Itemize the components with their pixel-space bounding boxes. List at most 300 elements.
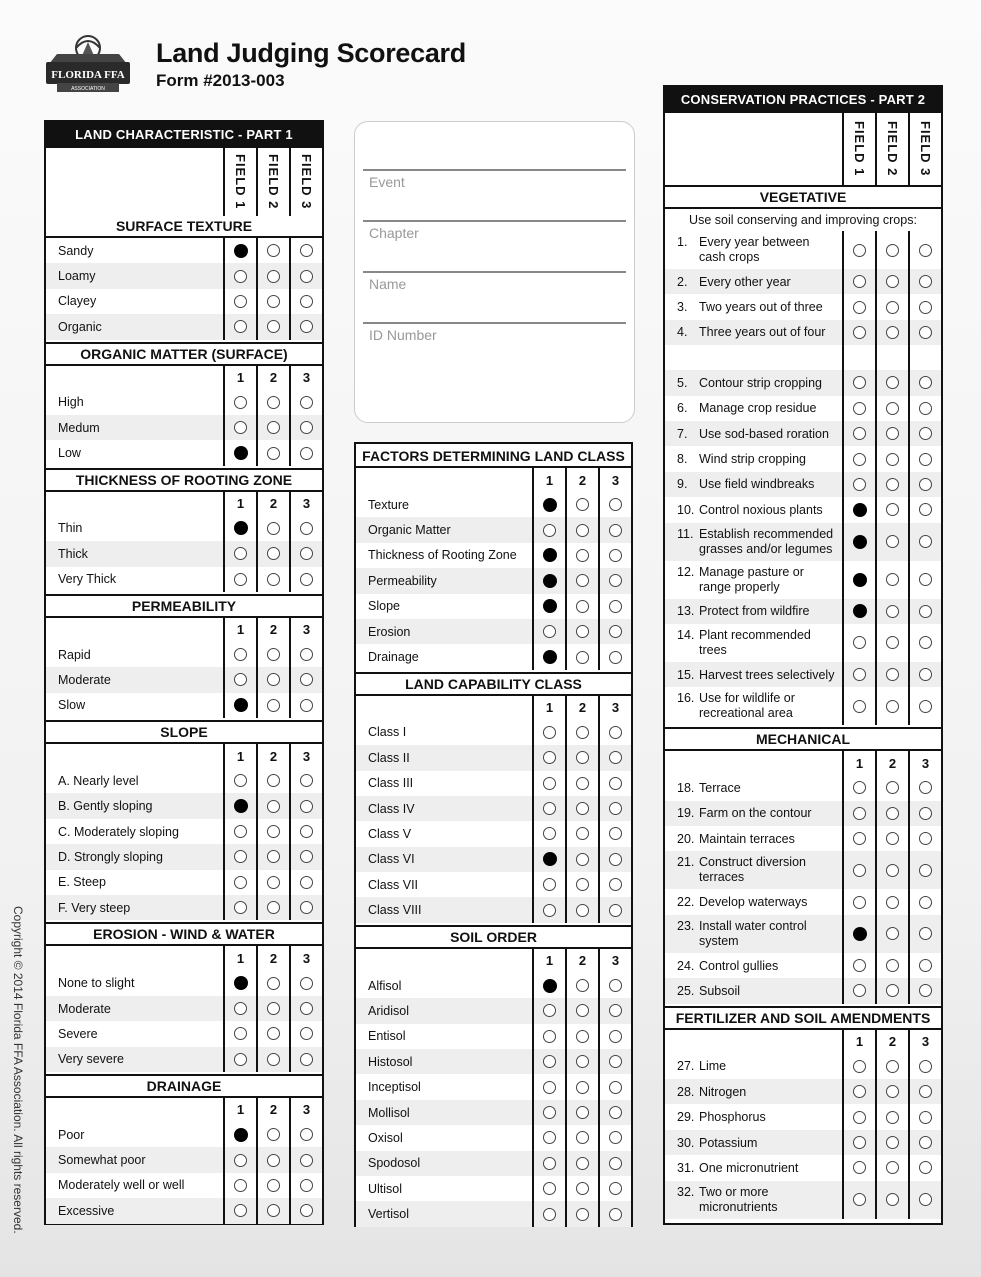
answer-bubble-field-3[interactable] [300, 1179, 313, 1192]
answer-bubble-field-1[interactable] [234, 825, 247, 838]
answer-bubble-field-1[interactable] [543, 751, 556, 764]
answer-bubble-field-1[interactable] [543, 498, 557, 512]
answer-bubble-field-2[interactable] [267, 876, 280, 889]
answer-cell [256, 1173, 289, 1198]
answer-bubble-field-2[interactable] [576, 1030, 589, 1043]
answer-bubble-field-3[interactable] [919, 927, 932, 940]
answer-bubble-field-1[interactable] [853, 275, 866, 288]
answer-bubble-field-1[interactable] [853, 864, 866, 877]
answer-bubble-field-3[interactable] [300, 270, 313, 283]
answer-bubble-field-1[interactable] [543, 1182, 556, 1195]
answer-bubble-field-1[interactable] [234, 295, 247, 308]
answer-bubble-field-3[interactable] [300, 901, 313, 914]
answer-bubble-field-1[interactable] [853, 503, 867, 517]
answer-bubble-field-2[interactable] [267, 320, 280, 333]
practice-label [665, 452, 842, 466]
answer-bubble-field-1[interactable] [234, 1053, 247, 1066]
answer-bubble-field-2[interactable] [267, 573, 280, 586]
answer-cell [256, 415, 289, 440]
answer-bubble-field-1[interactable] [543, 802, 556, 815]
section-title-land-capability-class: LAND CAPABILITY CLASS [356, 672, 631, 696]
answer-bubble-field-3[interactable] [609, 1030, 622, 1043]
answer-bubble-field-3[interactable] [919, 244, 932, 257]
answer-bubble-field-1[interactable] [543, 979, 557, 993]
answer-bubble-field-2[interactable] [267, 1204, 280, 1217]
answer-bubble-field-3[interactable] [609, 1004, 622, 1017]
answer-bubble-field-2[interactable] [267, 850, 280, 863]
answer-bubble-field-3[interactable] [300, 421, 313, 434]
answer-bubble-field-2[interactable] [886, 453, 899, 466]
option-row-thickness-of-rooting-zone [356, 543, 631, 568]
p2-field-2-label: FIELD 2 [885, 121, 900, 177]
answer-bubble-field-3[interactable] [609, 625, 622, 638]
answer-bubble-field-3[interactable] [609, 1055, 622, 1068]
answer-bubble-field-1[interactable] [234, 850, 247, 863]
answer-bubble-field-1[interactable] [543, 904, 556, 917]
answer-bubble-field-2[interactable] [267, 421, 280, 434]
answer-bubble-field-2[interactable] [576, 751, 589, 764]
answer-bubble-field-1[interactable] [543, 726, 556, 739]
id-number-field[interactable]: ID Number [369, 327, 437, 343]
answer-bubble-field-2[interactable] [267, 547, 280, 560]
answer-bubble-field-2[interactable] [886, 605, 899, 618]
answer-bubble-field-3[interactable] [919, 427, 932, 440]
answer-bubble-field-3[interactable] [609, 1157, 622, 1170]
answer-bubble-field-3[interactable] [300, 774, 313, 787]
answer-bubble-field-1[interactable] [543, 1106, 556, 1119]
answer-bubble-field-3[interactable] [609, 878, 622, 891]
answer-bubble-field-1[interactable] [853, 636, 866, 649]
option-label: A. Nearly level [58, 773, 139, 788]
answer-bubble-field-1[interactable] [543, 1208, 556, 1221]
answer-bubble-field-1[interactable] [543, 777, 556, 790]
section-title-surface-texture: SURFACE TEXTURE [46, 216, 322, 238]
answer-bubble-field-1[interactable] [543, 650, 557, 664]
answer-bubble-field-3[interactable] [300, 876, 313, 889]
answer-bubble-field-3[interactable] [300, 850, 313, 863]
answer-bubble-field-1[interactable] [543, 1157, 556, 1170]
answer-bubble-field-1[interactable] [234, 774, 247, 787]
answer-bubble-field-3[interactable] [919, 984, 932, 997]
answer-bubble-field-2[interactable] [886, 275, 899, 288]
answer-bubble-field-3[interactable] [919, 275, 932, 288]
answer-bubble-field-1[interactable] [853, 984, 866, 997]
answer-bubble-field-3[interactable] [919, 1193, 932, 1206]
answer-cell [565, 745, 598, 770]
answer-bubble-field-1[interactable] [853, 896, 866, 909]
answer-bubble-field-3[interactable] [919, 301, 932, 314]
answer-bubble-field-3[interactable] [919, 1111, 932, 1124]
answer-bubble-field-3[interactable] [919, 376, 932, 389]
practice-row-subsoil [665, 978, 941, 1003]
answer-bubble-field-1[interactable] [853, 927, 867, 941]
answer-bubble-field-3[interactable] [609, 1208, 622, 1221]
answer-bubble-field-1[interactable] [853, 535, 867, 549]
answer-bubble-field-1[interactable] [234, 547, 247, 560]
answer-bubble-field-1[interactable] [234, 244, 248, 258]
answer-bubble-field-2[interactable] [886, 478, 899, 491]
answer-bubble-field-2[interactable] [576, 726, 589, 739]
answer-bubble-field-1[interactable] [234, 1179, 247, 1192]
answer-bubble-field-3[interactable] [609, 726, 622, 739]
answer-cell [842, 294, 875, 319]
answer-bubble-field-1[interactable] [853, 1193, 866, 1206]
answer-bubble-field-3[interactable] [609, 1106, 622, 1119]
answer-bubble-field-3[interactable] [609, 600, 622, 613]
answer-cell [289, 895, 322, 920]
answer-bubble-field-2[interactable] [576, 524, 589, 537]
answer-bubble-field-3[interactable] [919, 1136, 932, 1149]
answer-bubble-field-1[interactable] [234, 573, 247, 586]
answer-bubble-field-1[interactable] [853, 959, 866, 972]
answer-bubble-field-3[interactable] [300, 977, 313, 990]
answer-cell [289, 415, 322, 440]
answer-bubble-field-1[interactable] [853, 301, 866, 314]
answer-bubble-field-2[interactable] [886, 427, 899, 440]
answer-bubble-field-1[interactable] [234, 521, 248, 535]
conservation-practices-panel [663, 85, 943, 1225]
answer-bubble-field-2[interactable] [886, 1111, 899, 1124]
answer-cell [256, 768, 289, 793]
answer-bubble-field-2[interactable] [886, 636, 899, 649]
answer-bubble-field-2[interactable] [267, 270, 280, 283]
answer-bubble-field-3[interactable] [919, 605, 932, 618]
answer-bubble-field-2[interactable] [267, 699, 280, 712]
answer-bubble-field-1[interactable] [234, 320, 247, 333]
answer-bubble-field-3[interactable] [300, 396, 313, 409]
answer-bubble-field-1[interactable] [853, 453, 866, 466]
answer-bubble-field-3[interactable] [300, 447, 313, 460]
answer-bubble-field-3[interactable] [919, 636, 932, 649]
answer-bubble-field-3[interactable] [609, 979, 622, 992]
practice-number: 16. [677, 691, 695, 706]
answer-bubble-field-2[interactable] [267, 800, 280, 813]
column-number: 3 [598, 696, 631, 720]
answer-bubble-field-3[interactable] [300, 673, 313, 686]
answer-bubble-field-3[interactable] [919, 1085, 932, 1098]
answer-bubble-field-2[interactable] [576, 549, 589, 562]
answer-bubble-field-2[interactable] [886, 896, 899, 909]
answer-bubble-field-1[interactable] [853, 1060, 866, 1073]
answer-bubble-field-3[interactable] [609, 1182, 622, 1195]
option-row-b-gently-sloping [46, 793, 322, 818]
answer-bubble-field-2[interactable] [886, 1060, 899, 1073]
practice-row-lime [665, 1054, 941, 1079]
answer-bubble-field-3[interactable] [609, 574, 622, 587]
answer-bubble-field-1[interactable] [543, 574, 557, 588]
answer-bubble-field-2[interactable] [886, 1085, 899, 1098]
answer-cell [908, 269, 941, 294]
answer-bubble-field-2[interactable] [576, 878, 589, 891]
practice-number: 12. [677, 564, 695, 579]
answer-bubble-field-2[interactable] [576, 651, 589, 664]
answer-bubble-field-2[interactable] [267, 1002, 280, 1015]
factors-title: FACTORS DETERMINING LAND CLASS [356, 444, 631, 468]
answer-bubble-field-2[interactable] [886, 807, 899, 820]
answer-bubble-field-2[interactable] [886, 700, 899, 713]
answer-bubble-field-1[interactable] [543, 599, 557, 613]
answer-bubble-field-2[interactable] [886, 1161, 899, 1174]
answer-cell [565, 543, 598, 568]
answer-bubble-field-2[interactable] [267, 1027, 280, 1040]
answer-bubble-field-3[interactable] [609, 904, 622, 917]
answer-cell [842, 978, 875, 1003]
answer-bubble-field-1[interactable] [234, 396, 247, 409]
answer-cell [842, 1130, 875, 1155]
option-row-class-ii [356, 745, 631, 770]
answer-bubble-field-3[interactable] [919, 326, 932, 339]
event-field[interactable]: Event [369, 174, 405, 190]
answer-cell [875, 421, 908, 446]
answer-bubble-field-1[interactable] [543, 625, 556, 638]
answer-bubble-field-3[interactable] [609, 1081, 622, 1094]
answer-bubble-field-3[interactable] [609, 524, 622, 537]
answer-bubble-field-3[interactable] [919, 573, 932, 586]
answer-bubble-field-3[interactable] [609, 751, 622, 764]
answer-bubble-field-3[interactable] [919, 959, 932, 972]
answer-bubble-field-2[interactable] [576, 853, 589, 866]
answer-bubble-field-3[interactable] [919, 503, 932, 516]
answer-bubble-field-1[interactable] [853, 604, 867, 618]
answer-bubble-field-2[interactable] [576, 1208, 589, 1221]
answer-bubble-field-2[interactable] [576, 625, 589, 638]
answer-bubble-field-2[interactable] [267, 396, 280, 409]
answer-bubble-field-1[interactable] [234, 1128, 248, 1142]
answer-bubble-field-2[interactable] [886, 402, 899, 415]
answer-bubble-field-3[interactable] [919, 453, 932, 466]
answer-bubble-field-3[interactable] [919, 668, 932, 681]
answer-bubble-field-3[interactable] [300, 522, 313, 535]
answer-bubble-field-1[interactable] [234, 446, 248, 460]
answer-bubble-field-1[interactable] [543, 524, 556, 537]
answer-bubble-field-1[interactable] [234, 270, 247, 283]
answer-bubble-field-1[interactable] [234, 876, 247, 889]
answer-bubble-field-3[interactable] [300, 547, 313, 560]
answer-bubble-field-1[interactable] [543, 827, 556, 840]
answer-bubble-field-2[interactable] [886, 326, 899, 339]
answer-bubble-field-2[interactable] [576, 1157, 589, 1170]
answer-bubble-field-2[interactable] [576, 802, 589, 815]
answer-bubble-field-1[interactable] [234, 1204, 247, 1217]
answer-bubble-field-3[interactable] [609, 853, 622, 866]
option-label: Aridisol [368, 1003, 409, 1018]
answer-bubble-field-3[interactable] [609, 802, 622, 815]
answer-bubble-field-2[interactable] [886, 503, 899, 516]
answer-bubble-field-1[interactable] [853, 427, 866, 440]
answer-bubble-field-3[interactable] [919, 781, 932, 794]
answer-bubble-field-2[interactable] [576, 1106, 589, 1119]
answer-bubble-field-2[interactable] [576, 1182, 589, 1195]
answer-bubble-field-3[interactable] [609, 498, 622, 511]
answer-bubble-field-2[interactable] [886, 1193, 899, 1206]
practice-label [665, 691, 842, 721]
answer-bubble-field-2[interactable] [886, 1136, 899, 1149]
answer-bubble-field-2[interactable] [576, 777, 589, 790]
answer-bubble-field-1[interactable] [853, 1111, 866, 1124]
answer-cell [532, 745, 565, 770]
practice-row-two-or-more-micronutrients [665, 1181, 941, 1219]
logo-subtext: ASSOCIATION [71, 86, 105, 92]
answer-cell [598, 796, 631, 821]
answer-bubble-field-1[interactable] [543, 1004, 556, 1017]
answer-bubble-field-3[interactable] [919, 896, 932, 909]
answer-bubble-field-2[interactable] [267, 648, 280, 661]
answer-bubble-field-1[interactable] [853, 700, 866, 713]
answer-bubble-field-1[interactable] [853, 573, 867, 587]
answer-bubble-field-2[interactable] [267, 825, 280, 838]
answer-bubble-field-1[interactable] [234, 673, 247, 686]
answer-bubble-field-1[interactable] [853, 402, 866, 415]
answer-bubble-field-2[interactable] [886, 376, 899, 389]
answer-bubble-field-2[interactable] [267, 774, 280, 787]
answer-bubble-field-2[interactable] [886, 959, 899, 972]
answer-bubble-field-3[interactable] [919, 1161, 932, 1174]
column-number: 3 [289, 492, 322, 516]
answer-bubble-field-3[interactable] [300, 1128, 313, 1141]
answer-bubble-field-3[interactable] [919, 700, 932, 713]
practice-number: 19. [677, 806, 695, 821]
answer-cell [598, 973, 631, 998]
answer-bubble-field-3[interactable] [609, 549, 622, 562]
answer-bubble-field-1[interactable] [543, 1131, 556, 1144]
chapter-field[interactable]: Chapter [369, 225, 419, 241]
answer-bubble-field-1[interactable] [543, 1081, 556, 1094]
answer-bubble-field-1[interactable] [234, 698, 248, 712]
answer-bubble-field-3[interactable] [300, 800, 313, 813]
answer-bubble-field-2[interactable] [886, 535, 899, 548]
practice-text: Lime [699, 1059, 727, 1074]
answer-cell [289, 667, 322, 692]
answer-cell [256, 970, 289, 995]
answer-bubble-field-2[interactable] [886, 244, 899, 257]
answer-bubble-field-3[interactable] [300, 573, 313, 586]
answer-bubble-field-3[interactable] [609, 827, 622, 840]
answer-bubble-field-1[interactable] [234, 799, 248, 813]
answer-bubble-field-2[interactable] [576, 979, 589, 992]
answer-bubble-field-2[interactable] [267, 1128, 280, 1141]
answer-bubble-field-3[interactable] [300, 320, 313, 333]
answer-bubble-field-2[interactable] [267, 447, 280, 460]
answer-bubble-field-1[interactable] [853, 478, 866, 491]
answer-cell [908, 370, 941, 395]
answer-bubble-field-1[interactable] [853, 668, 866, 681]
answer-bubble-field-2[interactable] [576, 1004, 589, 1017]
answer-bubble-field-3[interactable] [919, 864, 932, 877]
answer-bubble-field-1[interactable] [543, 852, 557, 866]
answer-bubble-field-2[interactable] [267, 1179, 280, 1192]
answer-bubble-field-3[interactable] [300, 295, 313, 308]
answer-bubble-field-2[interactable] [267, 244, 280, 257]
answer-bubble-field-2[interactable] [267, 1053, 280, 1066]
option-label: Severe [58, 1026, 98, 1041]
answer-bubble-field-3[interactable] [919, 535, 932, 548]
answer-bubble-field-1[interactable] [853, 376, 866, 389]
answer-bubble-field-3[interactable] [919, 402, 932, 415]
answer-bubble-field-1[interactable] [543, 1030, 556, 1043]
answer-bubble-field-2[interactable] [886, 781, 899, 794]
answer-bubble-field-2[interactable] [576, 1055, 589, 1068]
answer-bubble-field-3[interactable] [300, 1053, 313, 1066]
answer-bubble-field-2[interactable] [267, 901, 280, 914]
answer-bubble-field-1[interactable] [234, 1154, 247, 1167]
answer-bubble-field-2[interactable] [267, 522, 280, 535]
answer-bubble-field-3[interactable] [300, 825, 313, 838]
answer-bubble-field-1[interactable] [853, 244, 866, 257]
answer-bubble-field-2[interactable] [576, 1131, 589, 1144]
option-row-moderately-well-or-well [46, 1173, 322, 1198]
answer-bubble-field-2[interactable] [886, 668, 899, 681]
answer-bubble-field-3[interactable] [300, 1027, 313, 1040]
answer-bubble-field-3[interactable] [300, 648, 313, 661]
answer-bubble-field-3[interactable] [919, 807, 932, 820]
answer-bubble-field-1[interactable] [234, 1002, 247, 1015]
answer-bubble-field-1[interactable] [853, 1085, 866, 1098]
answer-bubble-field-2[interactable] [886, 832, 899, 845]
answer-bubble-field-2[interactable] [886, 301, 899, 314]
answer-bubble-field-2[interactable] [267, 673, 280, 686]
practice-number: 1. [677, 235, 688, 249]
answer-bubble-field-3[interactable] [919, 478, 932, 491]
answer-bubble-field-1[interactable] [853, 326, 866, 339]
answer-bubble-field-1[interactable] [853, 807, 866, 820]
answer-bubble-field-1[interactable] [543, 548, 557, 562]
name-field[interactable]: Name [369, 276, 407, 292]
answer-bubble-field-3[interactable] [300, 244, 313, 257]
answer-bubble-field-2[interactable] [576, 827, 589, 840]
answer-bubble-field-2[interactable] [267, 1154, 280, 1167]
answer-bubble-field-2[interactable] [267, 977, 280, 990]
answer-bubble-field-3[interactable] [300, 1204, 313, 1217]
answer-cell [908, 889, 941, 914]
answer-bubble-field-3[interactable] [300, 1154, 313, 1167]
answer-bubble-field-2[interactable] [576, 600, 589, 613]
answer-bubble-field-3[interactable] [609, 651, 622, 664]
answer-bubble-field-1[interactable] [234, 901, 247, 914]
answer-bubble-field-1[interactable] [234, 648, 247, 661]
answer-bubble-field-3[interactable] [300, 1002, 313, 1015]
answer-bubble-field-2[interactable] [576, 1081, 589, 1094]
answer-bubble-field-1[interactable] [543, 878, 556, 891]
answer-bubble-field-2[interactable] [886, 864, 899, 877]
option-label: Very Thick [58, 572, 117, 587]
answer-bubble-field-2[interactable] [576, 574, 589, 587]
answer-bubble-field-2[interactable] [886, 984, 899, 997]
answer-cell [289, 238, 322, 263]
answer-bubble-field-1[interactable] [234, 421, 247, 434]
answer-bubble-field-3[interactable] [300, 699, 313, 712]
answer-bubble-field-3[interactable] [919, 832, 932, 845]
answer-bubble-field-1[interactable] [853, 781, 866, 794]
section-title-mechanical: MECHANICAL [665, 727, 941, 751]
answer-bubble-field-3[interactable] [609, 1131, 622, 1144]
answer-cell [875, 1054, 908, 1079]
answer-cell [532, 543, 565, 568]
answer-bubble-field-2[interactable] [886, 573, 899, 586]
answer-bubble-field-1[interactable] [853, 832, 866, 845]
answer-bubble-field-1[interactable] [234, 976, 248, 990]
answer-bubble-field-2[interactable] [576, 904, 589, 917]
answer-bubble-field-3[interactable] [919, 1060, 932, 1073]
answer-bubble-field-3[interactable] [609, 777, 622, 790]
answer-bubble-field-2[interactable] [886, 927, 899, 940]
answer-bubble-field-1[interactable] [543, 1055, 556, 1068]
practice-text: Subsoil [699, 983, 740, 998]
answer-bubble-field-2[interactable] [576, 498, 589, 511]
answer-bubble-field-1[interactable] [234, 1027, 247, 1040]
answer-bubble-field-1[interactable] [853, 1161, 866, 1174]
answer-bubble-field-1[interactable] [853, 1136, 866, 1149]
answer-bubble-field-2[interactable] [267, 295, 280, 308]
